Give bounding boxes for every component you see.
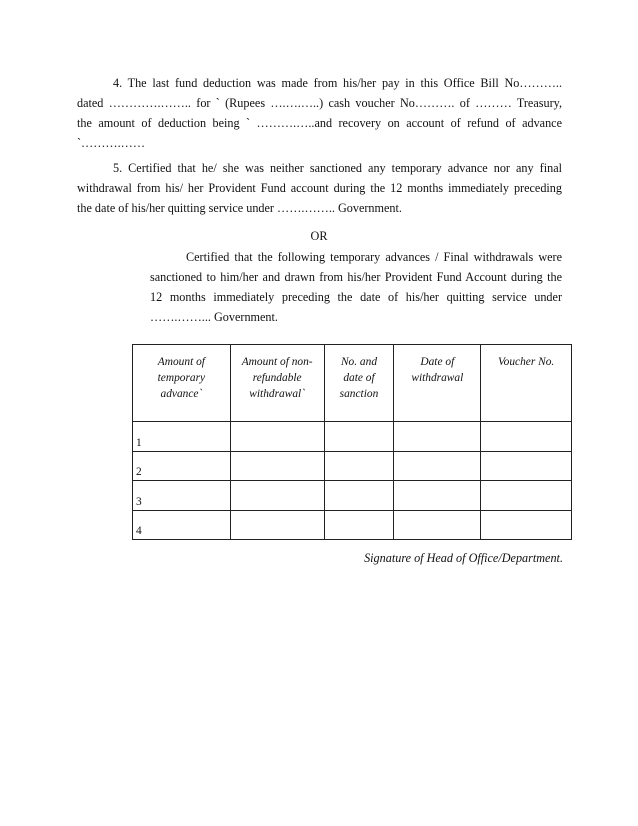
header-amount-temporary-advance xyxy=(133,345,231,422)
header-text: withdrawal xyxy=(411,372,464,384)
table-cell xyxy=(394,451,481,481)
table-cell xyxy=(230,481,324,511)
para4-line4: `……….…… xyxy=(77,136,146,150)
table-cell xyxy=(324,422,394,452)
table-row xyxy=(133,481,572,511)
table-cell xyxy=(481,451,572,481)
or-divider-label: OR xyxy=(310,229,328,243)
paragraph-5 xyxy=(77,158,562,218)
table-cell xyxy=(481,510,572,540)
table-cell xyxy=(324,481,394,511)
table-cell xyxy=(394,422,481,452)
header-no-date-sanction xyxy=(324,345,394,422)
table-cell xyxy=(324,510,394,540)
table-row xyxy=(133,422,572,452)
header-text: Date of xyxy=(420,356,455,368)
header-text: Amount of xyxy=(157,356,205,368)
table-cell xyxy=(230,451,324,481)
header-text: refundable xyxy=(252,372,302,384)
header-text: advance` xyxy=(160,388,203,400)
header-date-withdrawal xyxy=(394,345,481,422)
table-cell xyxy=(394,481,481,511)
header-text: date of xyxy=(343,372,375,384)
para4-line3: the amount of deduction being ` ……….…..and recovery on account of refund of advance xyxy=(77,116,562,130)
header-text: temporary xyxy=(157,372,206,384)
row-number: 3 xyxy=(133,481,231,511)
header-text: No. and xyxy=(340,356,378,368)
row-number: 1 xyxy=(133,422,231,452)
table-cell xyxy=(394,510,481,540)
paragraph-alternative xyxy=(150,247,562,327)
para4-line2: dated ………….…….. for ` (Rupees ….….…..) cash voucher No………. of ……… Treasury, xyxy=(77,96,562,110)
header-amount-nonrefundable xyxy=(230,345,324,422)
table-header-row xyxy=(133,345,572,422)
header-text: sanction xyxy=(339,388,379,400)
signature-label: Signature of Head of Office/Department. xyxy=(364,551,563,565)
para5-line1: 5. Certified that he/ she was neither sanctioned any temporary advance nor any final xyxy=(113,161,562,175)
table-cell xyxy=(230,422,324,452)
alt-line4: …….……... Government. xyxy=(150,310,278,324)
table-cell xyxy=(481,481,572,511)
header-text: Amount of non- xyxy=(241,356,313,368)
alt-line1: Certified that the following temporary advances / Final withdrawals were xyxy=(186,250,562,264)
table-cell xyxy=(230,510,324,540)
header-text: Voucher No. xyxy=(497,356,555,368)
table-cell xyxy=(481,422,572,452)
header-voucher-no xyxy=(481,345,572,422)
alt-line2: sanctioned to him/her and drawn from his/her Provident Fund Account during the xyxy=(150,270,562,284)
row-number: 4 xyxy=(133,510,231,540)
para5-line3: the date of his/her quitting service under …….…….. Government. xyxy=(77,201,402,215)
table-cell xyxy=(324,451,394,481)
paragraph-4 xyxy=(77,73,562,153)
alt-line3: 12 months immediately preceding the date of his/her quitting service under xyxy=(150,290,562,304)
header-text: withdrawal` xyxy=(249,388,305,400)
table-row xyxy=(133,451,572,481)
row-number: 2 xyxy=(133,451,231,481)
advances-table xyxy=(132,344,572,540)
table-row xyxy=(133,510,572,540)
para5-line2: withdrawal from his/ her Provident Fund account during the 12 months immediately preceding xyxy=(77,181,562,195)
para4-line1: 4. The last fund deduction was made from his/her pay in this Office Bill No……….. xyxy=(113,76,562,90)
